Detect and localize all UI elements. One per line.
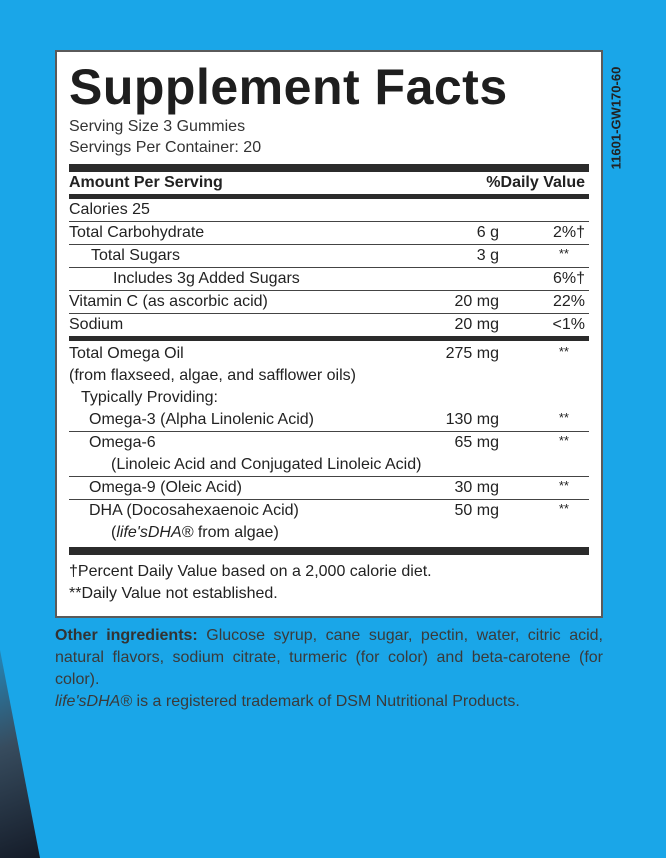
product-code (601, 48, 631, 188)
row-name: Vitamin C (as ascorbic acid) (69, 293, 268, 310)
footnote-not-established: **Daily Value not established. (69, 585, 278, 602)
row-name: Sodium (69, 316, 124, 333)
omega-6-sub-row (69, 454, 589, 477)
dha-source: from algae) (193, 524, 279, 541)
typically-providing-row (69, 387, 589, 409)
omega-3-row (69, 409, 589, 432)
row-dv: ** (558, 410, 569, 425)
supplement-facts-panel (55, 50, 603, 618)
divider-medium (69, 336, 589, 341)
row-dv: 6%† (552, 270, 585, 287)
divider-thick (69, 164, 589, 172)
dha-brand: life'sDHA® (116, 524, 194, 541)
background-wedge (0, 598, 40, 858)
dha-source-row (69, 522, 589, 544)
typically-providing: Typically Providing: (81, 389, 218, 406)
row-amount: 6 g (476, 224, 499, 241)
other-ingredients (55, 625, 603, 713)
row-amount: 30 mg (454, 479, 499, 496)
row-amount: 50 mg (454, 502, 499, 519)
daily-value-label: %Daily Value (486, 174, 585, 191)
row-dv: ** (558, 344, 569, 359)
calories-row (69, 199, 589, 221)
row-name: Includes 3g Added Sugars (113, 270, 300, 287)
row-amount: 130 mg (445, 411, 499, 428)
trademark-text: is a registered trademark of DSM Nutritional Products. (132, 693, 520, 710)
carbohydrate-row (69, 221, 589, 245)
row-dv: 22% (552, 293, 585, 310)
other-ingredients-label: Other ingredients: (55, 627, 198, 644)
row-name: Omega-9 (Oleic Acid) (89, 479, 242, 496)
added-sugars-row (69, 268, 589, 291)
row-name: Omega-3 (Alpha Linolenic Acid) (89, 411, 315, 428)
row-name: DHA (Docosahexaenoic Acid) (89, 502, 299, 519)
row-dv: <1% (552, 316, 585, 333)
header-row (69, 172, 589, 194)
row-dv: ** (558, 478, 569, 493)
vitamin-c-row (69, 291, 589, 314)
calories-label: Calories 25 (69, 201, 150, 218)
row-name: Total Carbohydrate (69, 224, 205, 241)
other-ingredients-text: Glucose syrup, cane sugar, pectin, water, citric acid, natural flavors, sodium citrate, turmeric (for color) and beta-carotene (for color). (55, 627, 603, 688)
row-amount: 3 g (476, 247, 499, 264)
row-amount: 20 mg (454, 293, 499, 310)
omega-9-row (69, 477, 589, 500)
footnote-percent: †Percent Daily Value based on a 2,000 calorie diet. (69, 563, 432, 580)
sodium-row (69, 314, 589, 336)
omega-source: (from flaxseed, algae, and safflower oils) (69, 367, 356, 384)
row-dv: 2%† (552, 224, 585, 241)
row-dv: ** (558, 433, 569, 448)
panel-title: Supplement Facts (69, 59, 508, 115)
servings-per-container: Servings Per Container: 20 (69, 139, 262, 156)
row-amount: 65 mg (454, 434, 499, 451)
row-amount: 20 mg (454, 316, 499, 333)
divider-thick (69, 547, 589, 555)
row-dv: ** (558, 501, 569, 516)
omega-6-sub: (Linoleic Acid and Conjugated Linoleic Acid) (111, 456, 422, 473)
omega-source-row (69, 365, 589, 387)
row-amount: 275 mg (445, 345, 499, 362)
product-code-text: 11601-GW170-60 (608, 66, 624, 170)
row-dv: ** (558, 246, 569, 261)
serving-size: Serving Size 3 Gummies (69, 118, 246, 135)
sugars-row (69, 245, 589, 268)
omega-6-row (69, 432, 589, 454)
row-name: Total Omega Oil (69, 345, 184, 362)
amount-per-serving-label: Amount Per Serving (69, 174, 223, 191)
row-name: Total Sugars (91, 247, 180, 264)
total-omega-row (69, 343, 589, 365)
dha-open-paren: ( (111, 524, 117, 541)
row-name: Omega-6 (89, 434, 156, 451)
trademark-brand: life'sDHA® (55, 693, 133, 710)
dha-row (69, 500, 589, 522)
